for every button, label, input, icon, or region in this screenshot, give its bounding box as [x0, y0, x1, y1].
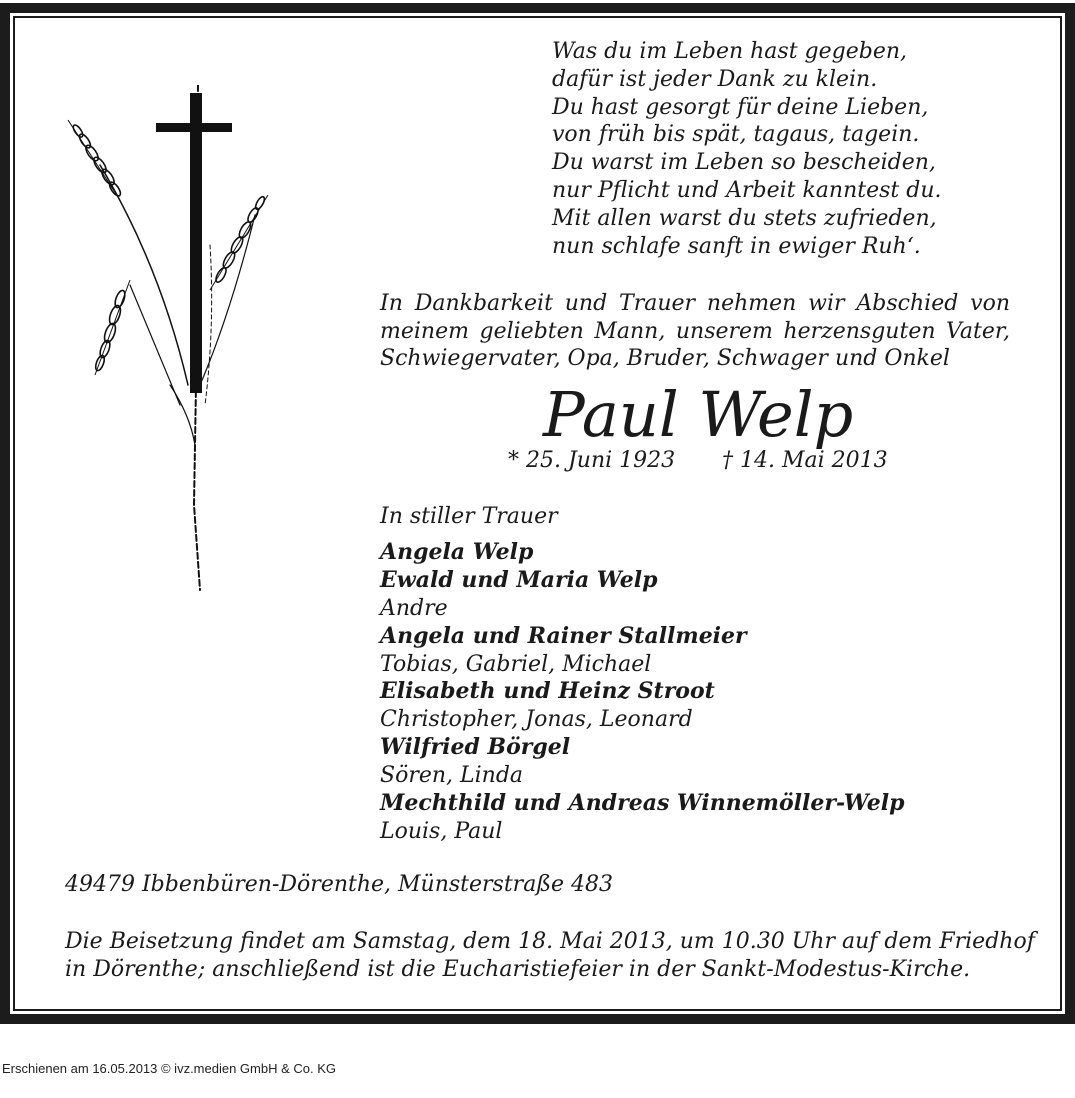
poem-line: Du hast gesorgt für deine Lieben, — [552, 94, 929, 120]
mourner-name: Ewald und Maria Welp — [380, 566, 658, 593]
funeral-line: Die Beisetzung findet am Samstag, dem 18. Mai 2013, um 10.30 Uhr auf dem Friedhof — [65, 929, 1035, 954]
poem — [552, 38, 942, 260]
poem-line: nun schlafe sanft in ewiger Ruh‘. — [552, 233, 921, 259]
mourner-children: Sören, Linda — [380, 763, 524, 789]
cross-with-wheat-icon — [60, 85, 280, 595]
birth-date: * 25. Juni 1923 — [508, 448, 676, 473]
mourner-name: Angela und Rainer Stallmeier — [380, 622, 747, 649]
intro-line: meinem geliebten Mann, unserem herzensguten Vater, — [380, 318, 1010, 344]
poem-line: Was du im Leben hast gegeben, — [552, 39, 908, 64]
poem-line: von früh bis spät, tagaus, tagein. — [552, 122, 920, 148]
mourners-heading: In stiller Trauer — [380, 504, 558, 529]
mourner-children: Tobias, Gabriel, Michael — [380, 651, 652, 677]
mourner-name: Wilfried Börgel — [380, 734, 571, 761]
poem-line: nur Pflicht und Arbeit kanntest du. — [552, 177, 942, 203]
funeral-info — [65, 928, 1035, 984]
intro-text — [380, 290, 1010, 373]
address: 49479 Ibbenbüren-Dörenthe, Münsterstraße 483 — [65, 872, 614, 897]
mourner-children: Louis, Paul — [380, 818, 503, 844]
mourner-name: Elisabeth und Heinz Stroot — [380, 678, 715, 705]
death-date: † 14. Mai 2013 — [722, 448, 888, 473]
mourner-name: Mechthild und Andreas Winnemöller-Welp — [380, 790, 905, 817]
funeral-line: in Dörenthe; anschließend ist die Eucharistiefeier in der Sankt-Modestus-Kirche. — [65, 957, 971, 982]
poem-line: Du warst im Leben so bescheiden, — [552, 150, 936, 176]
poem-line: dafür ist jeder Dank zu klein. — [552, 66, 878, 92]
mourner-name: Angela Welp — [380, 538, 534, 565]
mourner-children: Andre — [380, 595, 448, 621]
poem-line: Mit allen warst du stets zufrieden, — [552, 205, 937, 231]
intro-line: In Dankbarkeit und Trauer nehmen wir Abschied von — [380, 291, 1010, 316]
deceased-name: Paul Welp — [543, 378, 854, 451]
mourners-list — [380, 503, 905, 846]
mourner-children: Christopher, Jonas, Leonard — [380, 707, 693, 733]
publication-footer: Erschienen am 16.05.2013 © ivz.medien GmbH & Co. KG — [2, 1061, 337, 1076]
intro-line: Schwiegervater, Opa, Bruder, Schwager und Onkel — [380, 346, 950, 371]
